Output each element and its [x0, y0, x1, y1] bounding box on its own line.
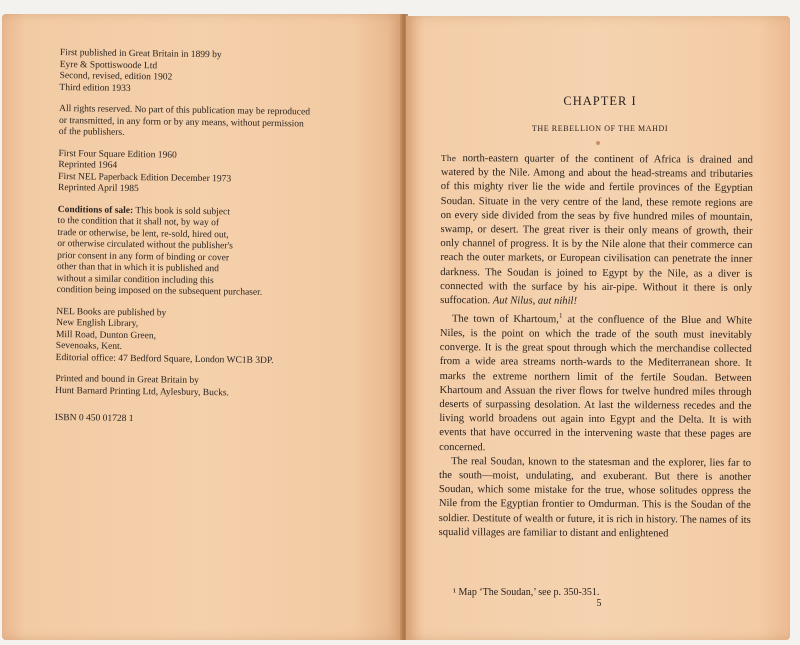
chapter-heading: CHAPTER I	[563, 94, 637, 108]
paragraph-1: The north-eastern quarter of the continent of Africa is drained and watered by the Nile. Among and about the head-streams and tributaries of this mighty river lie the wide and fertile provinces of the Egyptian Soudan. Situate in the very centre of the land, these remote regions are on every side divided from the seas by five hundred miles of mountain, swamp, or desert. The great river is their only means of growth, their only channel of progress. It is by the Nile alone that their commerce can reach the outer markets, or European civilisation can penetrate the inner darkness. The Soudan is joined to Egypt by the Nile, as a diver is connected with the surface by his air-pipe. Without it there is only suffocation. Aut Nilus, aut nihil!	[440, 152, 753, 307]
footnote: ¹ Map ‘The Soudan,’ see p. 350-351.	[453, 587, 600, 598]
conditions-label: Conditions of sale:	[57, 204, 134, 216]
isbn: ISBN 0 450 01728 1	[54, 412, 134, 425]
paragraph-2: The town of Khartoum,$^1$ at the confluence of the Blue and White Niles, is the point on which the trade of the south must inevitably converge. It is the great spout through which the merchandise collected from a wide area streams north-wards to the Mediterranean shore. It marks the extreme northern limit of the fertile Soudan. Between Khartoum and Assuan the river flows for twelve hundred miles through deserts of surpassing desolation. At last the wilderness recedes and the living world broadens out again into Egypt and the Delta. It is with events that have occurred in the intervening waste that these pages are concerned.	[439, 311, 753, 453]
rights-notice: All rights reserved. No part of this publication may be reproduced or transmitted, in any form or by any means, without permission of the publishers.	[58, 103, 311, 138]
page-blemish	[596, 141, 600, 145]
edition-history: First Four Square Edition 1960 Reprinted 1964 First NEL Paperback Edition December 1973 Reprinted April 1985	[57, 148, 232, 195]
chapter-body	[439, 151, 753, 542]
printer-info: Printed and bound in Great Britain by Hunt Barnard Printing Ltd, Aylesbury, Bucks.	[55, 373, 229, 398]
imprint-block	[55, 48, 350, 439]
publication-history: First published in Great Britain in 1899 by Eyre & Spottiswoode Ltd Second, revised, edition 1902 Third edition 1933	[59, 48, 222, 94]
page-number: 5	[596, 598, 602, 609]
conditions-of-sale: Conditions of sale: This book is sold subject to the condition that it shall not, by way of trade or otherwise, be lent, re-sold, hired out, or otherwise circulated without the publisher's prior consent in any form of binding or cover other than that in which it is published and without a similar condition including this condition being imposed on the subsequent purchaser.	[56, 204, 263, 298]
paragraph-3: The real Soudan, known to the statesman and the explorer, lies far to the south—moist, undulating, and exuberant. But there is another Soudan, which some mistake for the true, whose solitudes oppress the Nile from the Egyptian frontier to Omdurman. This is the Soudan of the soldier. Destitute of wealth or future, it is rich in history. The names of its squalid villages are familiar to distant and enlightened	[438, 455, 752, 540]
chapter-subtitle: THE REBELLION OF THE MAHDI	[531, 124, 669, 133]
latin-motto: Aut Nilus, aut nihil!	[492, 295, 578, 307]
publisher-address: NEL Books are published by New English Library, Mill Road, Dunton Green, Sevenoaks, Kent. Editorial office: 47 Bedford Square, London WC1B 3DP.	[55, 306, 274, 366]
opening-word: The	[440, 152, 457, 164]
footnote-marker: 1	[558, 311, 563, 320]
